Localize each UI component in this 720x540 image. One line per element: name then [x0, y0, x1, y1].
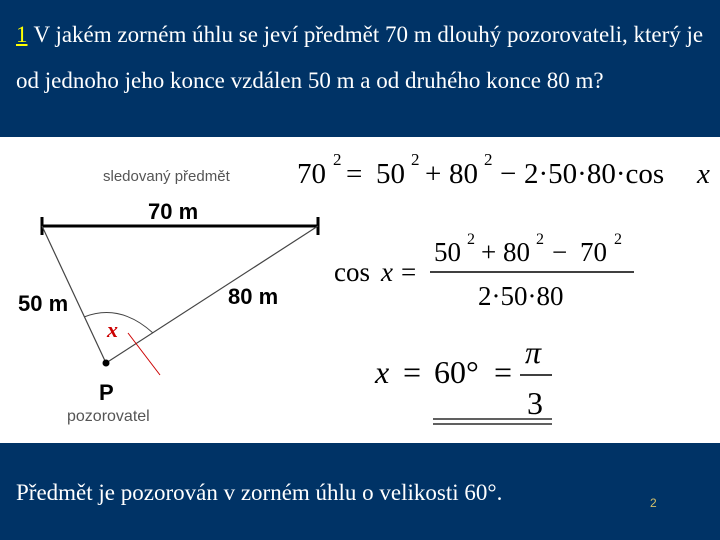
side-80-label: 80 m: [228, 284, 279, 309]
eq2-num-80: 80: [503, 237, 530, 267]
eq2-equals: =: [401, 257, 417, 287]
eq3-equals-2: =: [494, 354, 513, 390]
eq1-base-50: 50: [376, 158, 405, 190]
eq2-denominator: 2·50·80: [478, 281, 564, 311]
observer-point: [103, 360, 110, 367]
eq1-var-x: x: [697, 158, 710, 190]
eq3-equals-1: =: [403, 354, 422, 390]
question-number: 1: [16, 22, 28, 47]
page-number: 2: [650, 496, 657, 510]
solution-figure: [0, 137, 720, 443]
side-50-label: 50 m: [18, 291, 69, 316]
point-p-label: P: [99, 380, 114, 405]
eq3-denominator: 3: [527, 385, 543, 421]
answer-text: Předmět je pozorován v zorném úhlu o velikosti 60°.: [16, 480, 503, 505]
eq1-minus: −: [500, 158, 517, 190]
eq1-exp-1: 2: [333, 150, 342, 169]
triangle-diagram: [18, 168, 318, 425]
eq2-num-plus: +: [481, 237, 497, 267]
eq2-num-exp-3: 2: [614, 231, 622, 248]
question-text: [16, 12, 706, 104]
eq2-var-x: x: [381, 257, 393, 287]
eq3-var-x: x: [375, 354, 390, 390]
eq1-product: 2·50·80·cos: [524, 158, 665, 190]
eq2-num-exp-1: 2: [467, 231, 475, 248]
eq1-base-80: 80: [449, 158, 478, 190]
equation-2: [334, 231, 634, 311]
object-label: sledovaný předmět: [103, 168, 230, 185]
equation-3: [374, 334, 552, 424]
question-body: V jakém zorném úhlu se jeví předmět 70 m dlouhý pozorovateli, který je od jednoho jeho konce vzdálen 50 m a od druhého konce 80 m?: [16, 22, 704, 93]
side-70-label: 70 m: [148, 199, 199, 224]
observer-label: pozorovatel: [67, 408, 150, 425]
eq2-cos: cos: [334, 257, 370, 287]
eq1-base-70: 70: [297, 158, 326, 190]
eq2-num-exp-2: 2: [536, 231, 544, 248]
eq1-equals: =: [346, 158, 363, 190]
eq2-num-50: 50: [434, 237, 461, 267]
angle-x-label: x: [107, 317, 118, 342]
eq1-exp-2: 2: [411, 150, 420, 169]
eq2-num-minus: −: [552, 237, 568, 267]
solution-panel: [0, 137, 720, 443]
eq3-pi: π: [525, 334, 542, 370]
side-80: [106, 226, 318, 363]
eq2-num-70: 70: [580, 237, 607, 267]
eq1-plus: +: [425, 158, 442, 190]
angle-arc: [84, 313, 153, 333]
equation-1: [297, 150, 710, 190]
eq3-value: 60°: [434, 354, 479, 390]
angle-bisector: [128, 333, 160, 375]
eq1-exp-3: 2: [484, 150, 493, 169]
